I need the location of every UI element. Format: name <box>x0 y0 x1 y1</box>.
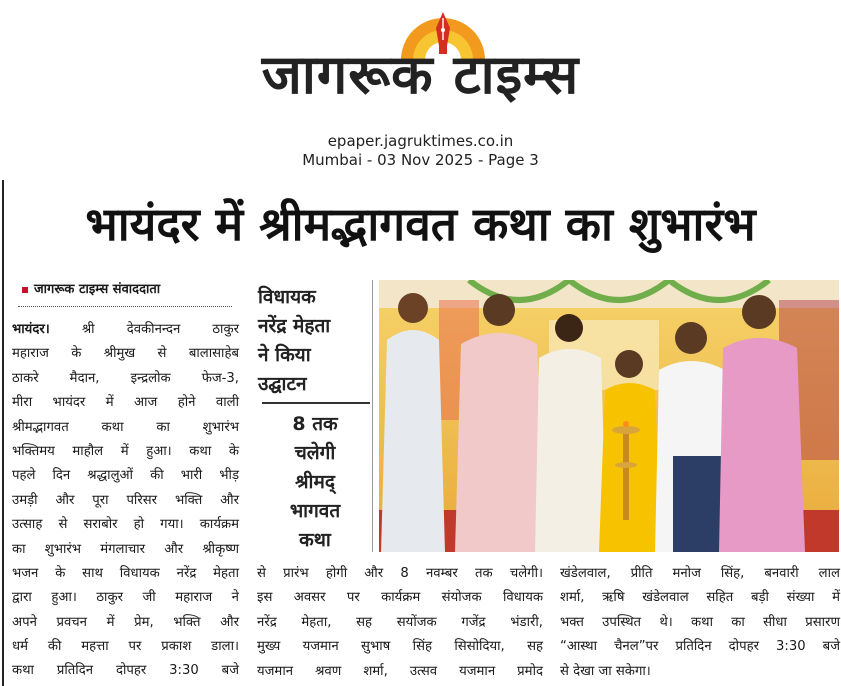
text-line: कथा प्रतिदिन दोपहर 3:30 बजे <box>12 663 239 679</box>
subhead-line: चलेगी <box>294 442 336 464</box>
text-line: ठाकरे मैदान, इन्द्रलोक फेज-3, <box>12 370 239 386</box>
article-column-left <box>12 318 239 684</box>
subhead-line: विधायक <box>258 286 316 308</box>
text-line: धर्म की महत्ता पर प्रकाश डाला। <box>12 639 239 655</box>
byline-block <box>18 278 233 308</box>
article-column-middle <box>257 562 543 684</box>
event-photo[interactable] <box>379 280 839 552</box>
text-line: “आस्था चैनल”पर प्रतिदिन दोपहर 3:30 बजे <box>560 639 840 655</box>
article-headline: भायंदर में श्रीमद्भागवत कथा का शुभारंभ <box>85 197 756 251</box>
subhead-line: ने किया <box>258 344 311 366</box>
text-line: भजन के साथ विधायक नरेंद्र मेहता <box>12 565 239 581</box>
text-line: यजमान श्रवण शर्मा, उत्सव यजमान प्रमोद <box>257 663 543 679</box>
subhead-duration <box>265 410 365 555</box>
subhead-divider <box>262 402 370 404</box>
text-line: अपने प्रवचन में प्रेम, भक्ति और <box>12 614 239 630</box>
text-line: से देखा जा सकेगा। <box>560 663 651 679</box>
newspaper-masthead: जागरूक टाइम्स <box>261 43 580 106</box>
subhead-line: नरेंद्र मेहता <box>258 315 331 337</box>
text-line: श्रीमद्भागवत कथा का शुभारंभ <box>12 419 239 435</box>
text-line: का शुभारंभ मंगलाचार और श्रीकृष्ण <box>12 541 239 557</box>
subhead-line: भागवत <box>289 500 341 522</box>
subhead-line: उद्घाटन <box>258 373 307 395</box>
text-line: भक्तिमय माहौल में हुआ। कथा के <box>12 443 239 459</box>
subhead-line: 8 तक <box>292 413 338 435</box>
text-line: खंडेलवाल, प्रीति मनोज सिंह, बनवारी लाल <box>560 566 840 581</box>
text-line: मीरा भायंदर में आज होने वाली <box>12 395 239 411</box>
text-line: महाराज के श्रीमुख से बालासाहेब <box>12 346 239 362</box>
subhead-inauguration <box>258 283 368 399</box>
article-column-right <box>560 562 840 684</box>
epaper-url[interactable]: epaper.jagruktimes.co.in <box>327 132 514 150</box>
byline-divider <box>18 306 232 307</box>
text-line: उमड़ी और पूरा परिसर भक्ति और <box>12 492 239 508</box>
text-line: इस अवसर पर कार्यक्रम संयोजक विधायक <box>257 590 543 606</box>
text-line: पहले दिन श्रद्धालुओं की भारी भीड़ <box>12 468 239 484</box>
text-line: द्वारा हुआ। ठाकुर जी महाराज ने <box>12 590 239 606</box>
text-line: भायंदर। श्री देवकीनन्दन ठाकुर <box>12 322 239 337</box>
dateline: भायंदर। <box>12 322 50 337</box>
byline: जागरूक टाइम्स संवाददाता <box>34 282 161 297</box>
text-line: मुख्य यजमान सुभाष सिंह सिसोदिया, सह <box>257 639 543 655</box>
text-line: से प्रारंभ होगी और 8 नवम्बर तक चलेगी। <box>257 566 543 581</box>
photo-frame-rule <box>372 280 373 552</box>
edition-date-page: Mumbai - 03 Nov 2025 - Page 3 <box>302 151 539 169</box>
text-line: नरेंद्र मेहता, सह सयोंजक गजेंद्र भंडारी, <box>257 614 543 630</box>
text-line: भक्त उपस्थित थे। कथा का सीधा प्रसारण <box>560 614 840 630</box>
subhead-line: कथा <box>299 529 331 551</box>
byline-bullet-icon <box>22 287 28 293</box>
subhead-line: श्रीमद् <box>295 471 335 493</box>
text-line: शर्मा, ऋषि खंडेलवाल सहित बड़ी संख्या में <box>560 590 840 606</box>
text-line: उत्साह से सराबोर हो गया। कार्यक्रम <box>12 517 239 533</box>
